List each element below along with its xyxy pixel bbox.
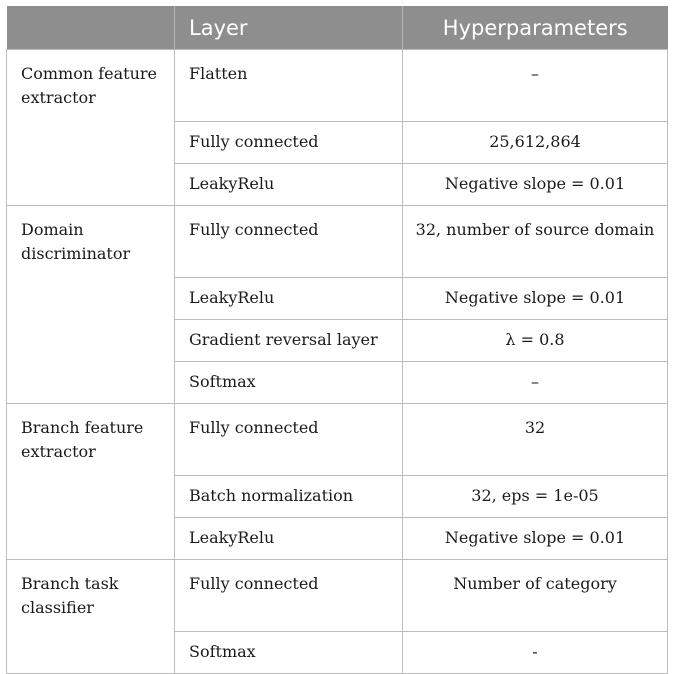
layer-cell: LeakyRelu	[175, 164, 403, 206]
group-label: Branch task classifier	[7, 560, 175, 674]
header-module	[7, 6, 175, 50]
hyperparameter-cell: Number of category	[403, 560, 668, 632]
hyperparameter-cell: 32, eps = 1e-05	[403, 476, 668, 518]
group-label: Common feature extractor	[7, 50, 175, 206]
table-row	[7, 560, 668, 632]
hyperparameter-cell: 32	[403, 404, 668, 476]
layer-cell: Fully connected	[175, 560, 403, 632]
layer-cell: Fully connected	[175, 122, 403, 164]
hyperparameter-cell: λ = 0.8	[403, 320, 668, 362]
layer-cell: LeakyRelu	[175, 518, 403, 560]
layer-cell: Fully connected	[175, 404, 403, 476]
table-row	[7, 404, 668, 476]
layer-cell: Softmax	[175, 632, 403, 674]
layer-cell: Flatten	[175, 50, 403, 122]
hyperparameter-cell: –	[403, 50, 668, 122]
hyperparameter-table	[6, 6, 668, 674]
header-layer: Layer	[175, 6, 403, 50]
hyperparameter-cell: 32, number of source domain	[403, 206, 668, 278]
hyperparameter-cell: Negative slope = 0.01	[403, 278, 668, 320]
group-label: Branch feature extractor	[7, 404, 175, 560]
layer-cell: Softmax	[175, 362, 403, 404]
hyperparameter-cell: -	[403, 632, 668, 674]
table-row	[7, 206, 668, 278]
hyperparameter-cell: Negative slope = 0.01	[403, 164, 668, 206]
layer-cell: LeakyRelu	[175, 278, 403, 320]
hyperparameter-cell: –	[403, 362, 668, 404]
group-label: Domain discriminator	[7, 206, 175, 404]
hyperparameter-cell: 25,612,864	[403, 122, 668, 164]
hyperparameter-cell: Negative slope = 0.01	[403, 518, 668, 560]
layer-cell: Gradient reversal layer	[175, 320, 403, 362]
table-row	[7, 50, 668, 122]
header-row	[7, 6, 668, 50]
layer-cell: Fully connected	[175, 206, 403, 278]
header-hyperparameters: Hyperparameters	[403, 6, 668, 50]
layer-cell: Batch normalization	[175, 476, 403, 518]
